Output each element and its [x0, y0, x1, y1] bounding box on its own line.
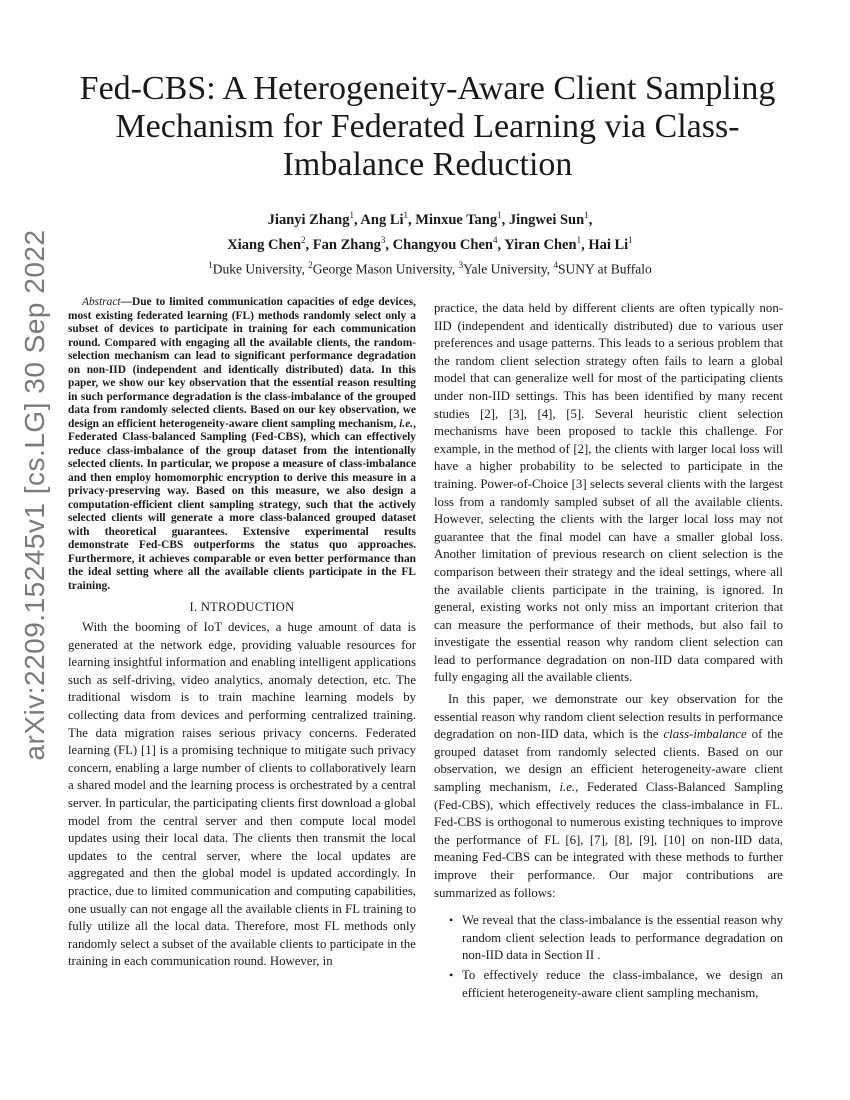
author-affiliation-mark: 1: [628, 234, 633, 245]
contribution-text: To effectively reduce the class-imbalance, we design an efficient heterogeneity-aware client sampling mechanism,: [462, 967, 783, 1000]
author-affiliation-mark: 4: [492, 234, 498, 245]
right-column: [434, 300, 783, 1004]
contribution-item: [434, 967, 783, 1002]
intro-paragraph-1-continued: practice, the data held by different clients are often typically non-IID (independent and identically distributed) due to various user preferences and usage patterns. This leads to a serious problem that the random client selection strategy often fails to learn a global model that can generalize well for most of the participating clients under non-IID settings. This has been identified by many recent studies [2], [3], [4], [5]. Several heuristic client selection mechanisms have been proposed to tackle this challenge. For example, in the method of [2], the clients with larger local loss will have a higher probability to be selected to participate in the training. Power-of-Choice [3] selects several clients with the largest loss from a randomly sampled subset of all the available clients. However, selecting the clients with the larger local loss may not guarantee that the final model can have a smaller global loss. Another limitation of previous research on client selection is the comparison between their strategy and the ideal settings, where all the available clients participate in the training, is ignored. In general, existing works not only miss an important criterion that can measure the performance of their methods, but also fail to investigate the essential reason why random client selection can lead to performance degradation on non-IID data compared with fully engaging all the available clients.: [434, 301, 783, 685]
author-name: Changyou Chen: [392, 236, 493, 253]
affiliation-mark: 4: [553, 259, 558, 270]
affiliation-mark: 2: [308, 259, 313, 270]
author-name: Xiang Chen: [227, 236, 302, 253]
affiliation-name: Yale University: [463, 261, 547, 277]
author-name: Yiran Chen: [504, 236, 577, 253]
abstract-label: Abstract: [82, 296, 121, 308]
abstract: [68, 296, 416, 593]
affiliations: $^1$Duke University, $^2$George Mason University, $^3$Yale University, $^4$SUNY at Buffalo: [208, 259, 652, 277]
contribution-item: [434, 912, 783, 965]
affiliation-mark: 3: [458, 259, 464, 270]
bullet-icon: •: [449, 967, 454, 982]
intro-paragraph-2: In this paper, we demonstrate our key observation for the essential reason why random client selection results in performance degradation on non-IID data, which is the class-imbalance of the grouped dataset from randomly selected clients. Based on our observation, we design an efficient heterogeneity-aware client sampling mechanism, i.e., Federated Class-Balanced Sampling (Fed-CBS), which effectively reduces the class-imbalance in FL. Fed-CBS is orthogonal to numerous existing techniques to improve the performance of FL [6], [7], [8], [9], [10] on non-IID data, meaning Fed-CBS can be integrated with these methods to further improve their performance. Our major contributions are summarized as follows:: [434, 692, 783, 900]
paper-title: Fed-CBS: A Heterogeneity-Aware Client Sampling Mechanism for Federated Learning via Class-Imbalance Reduction: [79, 70, 776, 183]
section-heading-introduction: I. NTRODUCTION: [189, 600, 295, 614]
author-name: Jianyi Zhang: [267, 211, 350, 228]
affiliation-name: George Mason University: [312, 261, 452, 277]
contribution-text: We reveal that the class-imbalance is the essential reason why random client selection leads to performance degradation on non-IID data in Section II .: [462, 913, 783, 963]
author-affiliation-mark: 1: [349, 210, 354, 220]
contributions-list: [434, 912, 783, 1002]
author-affiliation-mark: 1: [576, 234, 582, 245]
author-name: Fan Zhang: [312, 236, 381, 253]
author-block: [90, 205, 770, 279]
author-name: Ang Li: [360, 211, 404, 228]
affiliation-name: Duke University: [212, 261, 302, 277]
intro-paragraph-1: With the booming of IoT devices, a huge amount of data is generated at the network edge, providing valuable resources for learning insightful information and enabling intelligent applications such as self-driving, video analytics, anomaly detection, etc. The traditional wisdom is to train machine learning models by collecting data from devices and performing centralized training. The data migration raises serious privacy concerns. Federated learning (FL) [1] is a promising technique to mitigate such privacy concern, enabling a large number of clients to collaboratively learn a shared model and the learning process is orchestrated by a central server. In particular, the participating clients first download a global model from the central server and then compute local model updates using their local data. The clients then transmit the local updates to the central server, where the local updates are aggregated and then the global model is updated accordingly. In practice, due to limited communication and computing capabilities, one usually can not engage all the available clients in FL training to fully utilize all the local data. Therefore, most FL methods only randomly select a subset of the available clients to participate in the training in each communication round. However, in: [68, 620, 416, 969]
affiliation-mark: 1: [208, 259, 213, 270]
bullet-icon: •: [449, 913, 454, 928]
author-name: Minxue Tang: [415, 211, 498, 228]
authors-line-1: Jianyi Zhang$^1$, Ang Li$^1$, Minxue Tang$^1$, Jingwei Sun$^1$,: [267, 210, 593, 228]
author-name: Hai Li: [588, 236, 629, 253]
arxiv-sidebar: [0, 229, 70, 761]
author-affiliation-mark: 3: [380, 234, 386, 245]
left-column: [68, 296, 416, 971]
author-affiliation-mark: 1: [584, 210, 589, 220]
author-affiliation-mark: 1: [497, 210, 502, 220]
authors-line-2: Xiang Chen$^2$, Fan Zhang$^3$, Changyou Chen$^4$, Yiran Chen$^1$, Hai Li$^1$: [227, 234, 633, 253]
arxiv-identifier: arXiv:2209.15245v1 [cs.LG] 30 Sep 2022: [19, 229, 50, 761]
affiliation-name: SUNY at Buffalo: [557, 261, 652, 277]
author-affiliation-mark: 2: [301, 234, 306, 245]
author-name: Jingwei Sun: [508, 211, 585, 228]
author-affiliation-mark: 1: [403, 210, 409, 220]
abstract-text: —Due to limited communication capacities of edge devices, most existing federated learning (FL) methods randomly select only a subset of devices to participate in training for each communication round. Compared with engaging all the available clients, the random-selection mechanism can lead to significant performance degradation on non-IID (independent and identically distributed) data. In this paper, we show our key observation that the essential reason resulting in such performance degradation is the class-imbalance of the grouped data from randomly selected clients. Based on our key observation, we design an efficient heterogeneity-aware client sampling mechanism, i.e., Federated Class-balanced Sampling (Fed-CBS), which can effectively reduce class-imbalance of the group dataset from the intentionally selected clients. In particular, we propose a measure of class-imbalance and then employ homomorphic encryption to derive this measure in a privacy-preserving way. Based on this measure, we also design a computation-efficient client sampling strategy, such that the actively selected clients will generate a more class-balanced grouped dataset with theoretical guarantees. Extensive experimental results demonstrate Fed-CBS outperforms the status quo approaches. Furthermore, it achieves comparable or even better performance than the ideal setting where all the available clients participate in the FL training.: [68, 296, 416, 592]
